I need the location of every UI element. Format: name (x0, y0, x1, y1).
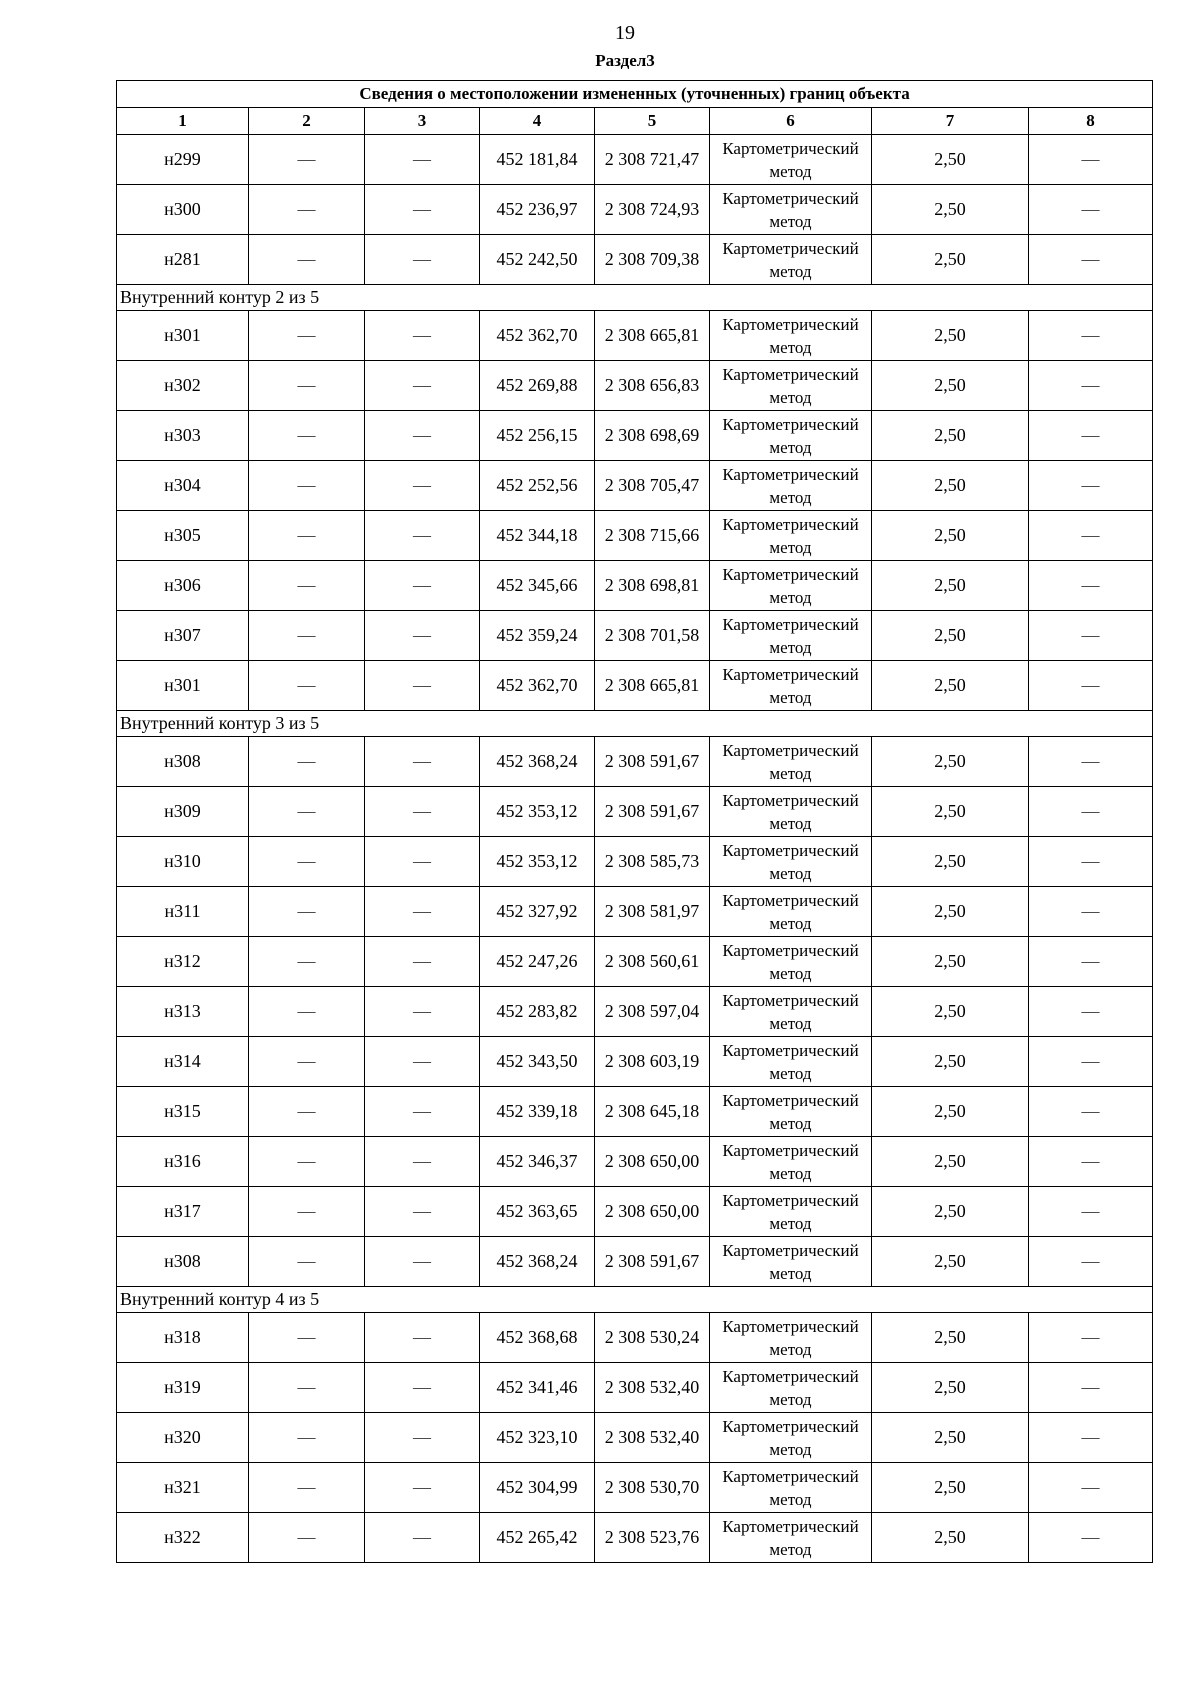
x-coordinate-cell: 452 353,12 (480, 787, 595, 837)
table-row (117, 661, 1153, 711)
method-cell: Картометрический метод (710, 837, 872, 887)
y-coordinate-cell: 2 308 585,73 (595, 837, 710, 887)
dash-cell: — (249, 1187, 365, 1237)
x-coordinate-cell: 452 242,50 (480, 235, 595, 285)
x-coordinate-cell: 452 283,82 (480, 987, 595, 1037)
dash-cell: — (365, 1037, 480, 1087)
dash-cell: — (1029, 1037, 1153, 1087)
contour-header-row (117, 285, 1153, 311)
y-coordinate-cell: 2 308 530,24 (595, 1313, 710, 1363)
y-coordinate-cell: 2 308 698,81 (595, 561, 710, 611)
table-row (117, 461, 1153, 511)
x-coordinate-cell: 452 362,70 (480, 661, 595, 711)
dash-cell: — (249, 1413, 365, 1463)
point-id-cell: н320 (117, 1413, 249, 1463)
dash-cell: — (249, 1363, 365, 1413)
table-row (117, 1237, 1153, 1287)
accuracy-cell: 2,50 (872, 1313, 1029, 1363)
y-coordinate-cell: 2 308 665,81 (595, 661, 710, 711)
point-id-cell: н305 (117, 511, 249, 561)
point-id-cell: н300 (117, 185, 249, 235)
table-row (117, 135, 1153, 185)
table-row (117, 185, 1153, 235)
dash-cell: — (1029, 987, 1153, 1037)
method-cell: Картометрический метод (710, 1513, 872, 1563)
accuracy-cell: 2,50 (872, 311, 1029, 361)
point-id-cell: н309 (117, 787, 249, 837)
column-number: 8 (1029, 108, 1153, 135)
accuracy-cell: 2,50 (872, 1413, 1029, 1463)
method-cell: Картометрический метод (710, 937, 872, 987)
accuracy-cell: 2,50 (872, 987, 1029, 1037)
dash-cell: — (365, 361, 480, 411)
accuracy-cell: 2,50 (872, 1187, 1029, 1237)
method-cell: Картометрический метод (710, 361, 872, 411)
accuracy-cell: 2,50 (872, 661, 1029, 711)
y-coordinate-cell: 2 308 591,67 (595, 1237, 710, 1287)
method-cell: Картометрический метод (710, 185, 872, 235)
x-coordinate-cell: 452 368,68 (480, 1313, 595, 1363)
point-id-cell: н303 (117, 411, 249, 461)
dash-cell: — (249, 311, 365, 361)
accuracy-cell: 2,50 (872, 1513, 1029, 1563)
point-id-cell: н299 (117, 135, 249, 185)
accuracy-cell: 2,50 (872, 411, 1029, 461)
dash-cell: — (1029, 135, 1153, 185)
dash-cell: — (365, 1087, 480, 1137)
x-coordinate-cell: 452 323,10 (480, 1413, 595, 1463)
accuracy-cell: 2,50 (872, 837, 1029, 887)
point-id-cell: н316 (117, 1137, 249, 1187)
dash-cell: — (249, 837, 365, 887)
dash-cell: — (249, 235, 365, 285)
dash-cell: — (249, 887, 365, 937)
x-coordinate-cell: 452 346,37 (480, 1137, 595, 1187)
table-row (117, 887, 1153, 937)
method-cell: Картометрический метод (710, 987, 872, 1037)
dash-cell: — (365, 1363, 480, 1413)
accuracy-cell: 2,50 (872, 1463, 1029, 1513)
accuracy-cell: 2,50 (872, 461, 1029, 511)
x-coordinate-cell: 452 341,46 (480, 1363, 595, 1413)
method-cell: Картометрический метод (710, 1037, 872, 1087)
dash-cell: — (1029, 1463, 1153, 1513)
dash-cell: — (249, 937, 365, 987)
dash-cell: — (1029, 887, 1153, 937)
dash-cell: — (1029, 1513, 1153, 1563)
table-row (117, 1187, 1153, 1237)
method-cell: Картометрический метод (710, 887, 872, 937)
table-row (117, 787, 1153, 837)
method-cell: Картометрический метод (710, 135, 872, 185)
contour-label: Внутренний контур 4 из 5 (117, 1287, 1153, 1313)
boundary-table (116, 80, 1153, 1563)
x-coordinate-cell: 452 362,70 (480, 311, 595, 361)
method-cell: Картометрический метод (710, 1237, 872, 1287)
dash-cell: — (365, 561, 480, 611)
point-id-cell: н310 (117, 837, 249, 887)
dash-cell: — (1029, 561, 1153, 611)
dash-cell: — (365, 887, 480, 937)
y-coordinate-cell: 2 308 656,83 (595, 361, 710, 411)
dash-cell: — (365, 511, 480, 561)
dash-cell: — (249, 411, 365, 461)
dash-cell: — (365, 1413, 480, 1463)
table-row (117, 235, 1153, 285)
x-coordinate-cell: 452 345,66 (480, 561, 595, 611)
method-cell: Картометрический метод (710, 737, 872, 787)
dash-cell: — (365, 1463, 480, 1513)
table-row (117, 1087, 1153, 1137)
point-id-cell: н308 (117, 1237, 249, 1287)
dash-cell: — (365, 1137, 480, 1187)
x-coordinate-cell: 452 368,24 (480, 737, 595, 787)
y-coordinate-cell: 2 308 560,61 (595, 937, 710, 987)
accuracy-cell: 2,50 (872, 561, 1029, 611)
y-coordinate-cell: 2 308 532,40 (595, 1413, 710, 1463)
dash-cell: — (365, 837, 480, 887)
x-coordinate-cell: 452 236,97 (480, 185, 595, 235)
dash-cell: — (365, 411, 480, 461)
dash-cell: — (365, 135, 480, 185)
table-row (117, 361, 1153, 411)
method-cell: Картометрический метод (710, 1363, 872, 1413)
method-cell: Картометрический метод (710, 661, 872, 711)
column-number-row (117, 108, 1153, 135)
y-coordinate-cell: 2 308 650,00 (595, 1137, 710, 1187)
column-number: 5 (595, 108, 710, 135)
method-cell: Картометрический метод (710, 1137, 872, 1187)
accuracy-cell: 2,50 (872, 235, 1029, 285)
point-id-cell: н312 (117, 937, 249, 987)
dash-cell: — (365, 1513, 480, 1563)
y-coordinate-cell: 2 308 591,67 (595, 787, 710, 837)
x-coordinate-cell: 452 363,65 (480, 1187, 595, 1237)
dash-cell: — (1029, 1313, 1153, 1363)
table-row (117, 1137, 1153, 1187)
accuracy-cell: 2,50 (872, 887, 1029, 937)
dash-cell: — (249, 1463, 365, 1513)
table-row (117, 1413, 1153, 1463)
accuracy-cell: 2,50 (872, 511, 1029, 561)
point-id-cell: н301 (117, 661, 249, 711)
y-coordinate-cell: 2 308 645,18 (595, 1087, 710, 1137)
y-coordinate-cell: 2 308 530,70 (595, 1463, 710, 1513)
dash-cell: — (1029, 1187, 1153, 1237)
y-coordinate-cell: 2 308 597,04 (595, 987, 710, 1037)
point-id-cell: н301 (117, 311, 249, 361)
method-cell: Картометрический метод (710, 1187, 872, 1237)
dash-cell: — (249, 361, 365, 411)
dash-cell: — (1029, 1363, 1153, 1413)
y-coordinate-cell: 2 308 603,19 (595, 1037, 710, 1087)
table-row (117, 1463, 1153, 1513)
accuracy-cell: 2,50 (872, 1237, 1029, 1287)
table-row (117, 611, 1153, 661)
point-id-cell: н307 (117, 611, 249, 661)
dash-cell: — (1029, 611, 1153, 661)
dash-cell: — (249, 737, 365, 787)
table-row (117, 987, 1153, 1037)
dash-cell: — (365, 661, 480, 711)
dash-cell: — (1029, 1087, 1153, 1137)
accuracy-cell: 2,50 (872, 135, 1029, 185)
y-coordinate-cell: 2 308 532,40 (595, 1363, 710, 1413)
dash-cell: — (1029, 1137, 1153, 1187)
y-coordinate-cell: 2 308 709,38 (595, 235, 710, 285)
x-coordinate-cell: 452 359,24 (480, 611, 595, 661)
column-number: 7 (872, 108, 1029, 135)
dash-cell: — (365, 937, 480, 987)
column-number: 1 (117, 108, 249, 135)
point-id-cell: н308 (117, 737, 249, 787)
point-id-cell: н306 (117, 561, 249, 611)
method-cell: Картометрический метод (710, 1413, 872, 1463)
dash-cell: — (249, 135, 365, 185)
y-coordinate-cell: 2 308 715,66 (595, 511, 710, 561)
table-row (117, 511, 1153, 561)
table-row (117, 561, 1153, 611)
method-cell: Картометрический метод (710, 1463, 872, 1513)
accuracy-cell: 2,50 (872, 1037, 1029, 1087)
method-cell: Картометрический метод (710, 311, 872, 361)
table-row (117, 737, 1153, 787)
x-coordinate-cell: 452 181,84 (480, 135, 595, 185)
x-coordinate-cell: 452 344,18 (480, 511, 595, 561)
x-coordinate-cell: 452 368,24 (480, 1237, 595, 1287)
dash-cell: — (365, 987, 480, 1037)
dash-cell: — (249, 1237, 365, 1287)
column-number: 4 (480, 108, 595, 135)
dash-cell: — (1029, 661, 1153, 711)
x-coordinate-cell: 452 252,56 (480, 461, 595, 511)
section-title: Раздел3 (595, 51, 655, 70)
accuracy-cell: 2,50 (872, 611, 1029, 661)
accuracy-cell: 2,50 (872, 361, 1029, 411)
point-id-cell: н322 (117, 1513, 249, 1563)
page-number: 19 (615, 22, 635, 44)
x-coordinate-cell: 452 343,50 (480, 1037, 595, 1087)
point-id-cell: н313 (117, 987, 249, 1037)
dash-cell: — (1029, 311, 1153, 361)
y-coordinate-cell: 2 308 705,47 (595, 461, 710, 511)
dash-cell: — (365, 1187, 480, 1237)
point-id-cell: н317 (117, 1187, 249, 1237)
x-coordinate-cell: 452 256,15 (480, 411, 595, 461)
dash-cell: — (249, 987, 365, 1037)
contour-header-row (117, 711, 1153, 737)
point-id-cell: н314 (117, 1037, 249, 1087)
method-cell: Картометрический метод (710, 787, 872, 837)
dash-cell: — (1029, 185, 1153, 235)
accuracy-cell: 2,50 (872, 185, 1029, 235)
x-coordinate-cell: 452 247,26 (480, 937, 595, 987)
table-row (117, 311, 1153, 361)
y-coordinate-cell: 2 308 665,81 (595, 311, 710, 361)
dash-cell: — (1029, 787, 1153, 837)
table-row (117, 1363, 1153, 1413)
column-number: 2 (249, 108, 365, 135)
table-row (117, 937, 1153, 987)
dash-cell: — (365, 235, 480, 285)
contour-label: Внутренний контур 2 из 5 (117, 285, 1153, 311)
method-cell: Картометрический метод (710, 461, 872, 511)
dash-cell: — (249, 1087, 365, 1137)
accuracy-cell: 2,50 (872, 1363, 1029, 1413)
table-row (117, 837, 1153, 887)
dash-cell: — (365, 311, 480, 361)
method-cell: Картометрический метод (710, 611, 872, 661)
dash-cell: — (249, 185, 365, 235)
x-coordinate-cell: 452 327,92 (480, 887, 595, 937)
x-coordinate-cell: 452 353,12 (480, 837, 595, 887)
accuracy-cell: 2,50 (872, 1087, 1029, 1137)
point-id-cell: н304 (117, 461, 249, 511)
dash-cell: — (1029, 737, 1153, 787)
dash-cell: — (1029, 235, 1153, 285)
y-coordinate-cell: 2 308 721,47 (595, 135, 710, 185)
x-coordinate-cell: 452 304,99 (480, 1463, 595, 1513)
x-coordinate-cell: 452 269,88 (480, 361, 595, 411)
contour-label: Внутренний контур 3 из 5 (117, 711, 1153, 737)
dash-cell: — (249, 661, 365, 711)
method-cell: Картометрический метод (710, 511, 872, 561)
dash-cell: — (365, 1313, 480, 1363)
dash-cell: — (249, 1037, 365, 1087)
dash-cell: — (1029, 461, 1153, 511)
y-coordinate-cell: 2 308 701,58 (595, 611, 710, 661)
y-coordinate-cell: 2 308 650,00 (595, 1187, 710, 1237)
point-id-cell: н281 (117, 235, 249, 285)
contour-header-row (117, 1287, 1153, 1313)
method-cell: Картометрический метод (710, 1087, 872, 1137)
dash-cell: — (249, 1513, 365, 1563)
table-body (117, 135, 1153, 1563)
x-coordinate-cell: 452 339,18 (480, 1087, 595, 1137)
method-cell: Картометрический метод (710, 235, 872, 285)
method-cell: Картометрический метод (710, 411, 872, 461)
method-cell: Картометрический метод (710, 561, 872, 611)
x-coordinate-cell: 452 265,42 (480, 1513, 595, 1563)
dash-cell: — (249, 611, 365, 661)
table-row (117, 1513, 1153, 1563)
dash-cell: — (365, 737, 480, 787)
table-row (117, 1037, 1153, 1087)
y-coordinate-cell: 2 308 523,76 (595, 1513, 710, 1563)
dash-cell: — (365, 787, 480, 837)
method-cell: Картометрический метод (710, 1313, 872, 1363)
accuracy-cell: 2,50 (872, 1137, 1029, 1187)
point-id-cell: н321 (117, 1463, 249, 1513)
dash-cell: — (1029, 1413, 1153, 1463)
accuracy-cell: 2,50 (872, 787, 1029, 837)
point-id-cell: н315 (117, 1087, 249, 1137)
dash-cell: — (1029, 511, 1153, 561)
dash-cell: — (249, 1313, 365, 1363)
dash-cell: — (249, 787, 365, 837)
dash-cell: — (1029, 937, 1153, 987)
dash-cell: — (365, 611, 480, 661)
y-coordinate-cell: 2 308 591,67 (595, 737, 710, 787)
column-number: 6 (710, 108, 872, 135)
table-row (117, 411, 1153, 461)
point-id-cell: н318 (117, 1313, 249, 1363)
dash-cell: — (1029, 837, 1153, 887)
dash-cell: — (365, 461, 480, 511)
dash-cell: — (365, 1237, 480, 1287)
accuracy-cell: 2,50 (872, 937, 1029, 987)
dash-cell: — (249, 1137, 365, 1187)
dash-cell: — (249, 461, 365, 511)
dash-cell: — (1029, 1237, 1153, 1287)
y-coordinate-cell: 2 308 724,93 (595, 185, 710, 235)
y-coordinate-cell: 2 308 581,97 (595, 887, 710, 937)
accuracy-cell: 2,50 (872, 737, 1029, 787)
dash-cell: — (249, 511, 365, 561)
point-id-cell: н319 (117, 1363, 249, 1413)
y-coordinate-cell: 2 308 698,69 (595, 411, 710, 461)
table-title: Сведения о местоположении измененных (уточненных) границ объекта (117, 81, 1153, 108)
dash-cell: — (365, 185, 480, 235)
dash-cell: — (249, 561, 365, 611)
point-id-cell: н311 (117, 887, 249, 937)
dash-cell: — (1029, 361, 1153, 411)
dash-cell: — (1029, 411, 1153, 461)
table-row (117, 1313, 1153, 1363)
column-number: 3 (365, 108, 480, 135)
point-id-cell: н302 (117, 361, 249, 411)
